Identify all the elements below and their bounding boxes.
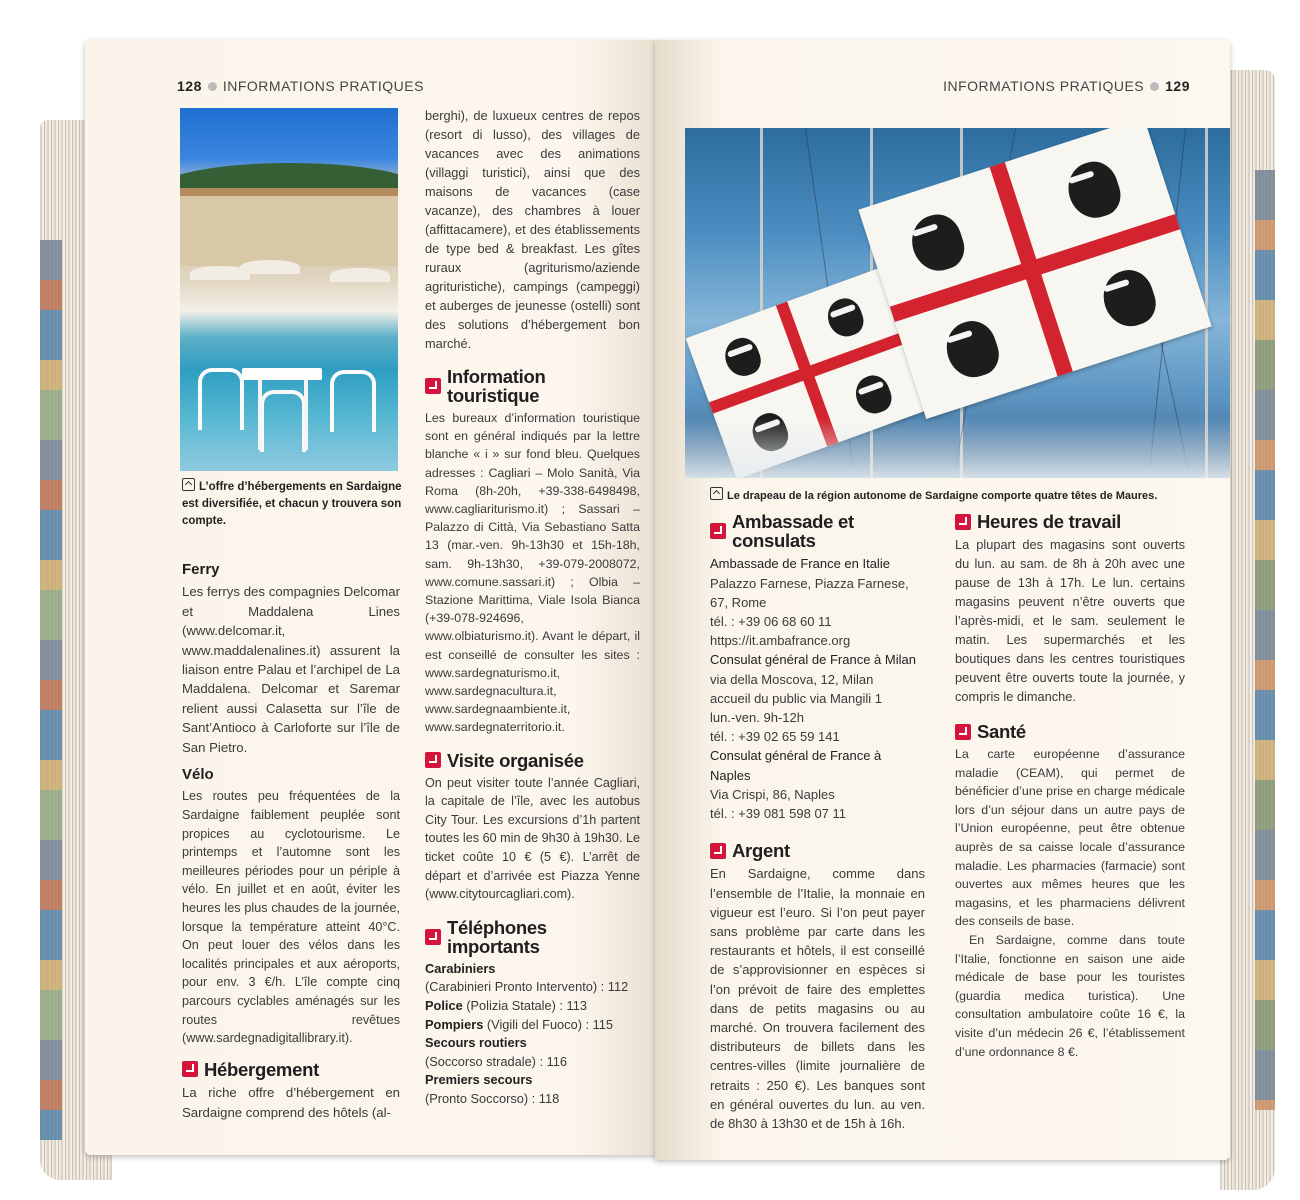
ambassade-line: tél. : +39 02 65 59 141 — [710, 729, 840, 745]
ambassade-line: accueil du public via Mangili 1 — [710, 690, 882, 706]
arrow-up-icon — [182, 478, 195, 491]
section-title: INFORMATIONS PRATIQUES — [943, 78, 1145, 94]
ambassade-line: lun.-ven. 9h-12h — [710, 710, 804, 726]
arrow-badge-icon — [425, 929, 441, 945]
heures-heading: Heures de travail — [955, 512, 1185, 531]
phone-entry: Police (Polizia Statale) : 113 — [425, 998, 587, 1013]
left-column — [182, 560, 400, 1122]
phone-list — [425, 960, 640, 1109]
arrow-badge-icon — [710, 843, 726, 859]
sante-text-1: La carte européenne d’assurance maladie (CEAM), qui permet de bénéficier d’une prise en charge médicale lors d’un séjour dans un autre pays de l’Union européenne, peut être obtenue auprès de sa caisse locale d’assurance maladie. Les pharmacies (farmacie) sont ouvertes aux mêmes heures que les magasins, et les pharmaciens délivrent des conseils de base. — [955, 747, 1185, 929]
left-page-header — [177, 78, 424, 94]
ambassade-heading: Ambassade et consulats — [710, 512, 925, 550]
information-heading: Information touristique — [425, 367, 640, 405]
arrow-badge-icon — [182, 1061, 198, 1077]
arrow-up-icon — [710, 487, 723, 500]
velo-text: Les routes peu fréquentées de la Sardaigne faiblement peuplée sont propices au cyclotourisme. Le printemps et l’automne sont les meilleures périodes pour un périple à vélo. En juillet et en août, éviter les heures les plus chaudes de la journée, lorsque la température atteint 40°C. On peut louer des vélos dans les localités principales et aux aéroports, pour env. 3 €/h. L’île compte cinq parcours cyclables aménagés sur les routes revêtues (www.sardegnadigitallibrary.it). — [182, 789, 400, 1046]
ambassade-line: Palazzo Farnese, Piazza Farnese, 67, Rome — [710, 575, 909, 610]
ambassade-line: Via Crispi, 86, Naples — [710, 786, 835, 802]
ambassade-line: via della Moscova, 12, Milan — [710, 671, 874, 687]
information-text: Les bureaux d’information touristique sont en général indiqués par la lettre blanche « i » sur fond bleu. Quelques adresses : Cagliari – Molo Sanità, Via Roma (8h-20h, +39-338-6498498, www.cagliariturismo.it) ; Sassari – Palazzo di Città, Via Sebastiano Satta 13 (mar.-ven. 9h-13h30 et 15h-18h, sam. 9h-13h30, +39-079-2008072, www.comune.sassari.it) ; Olbia – Stazione Marittima, Viale Isola Bianca (+39-078-924696, www.olbiaturismo.it). Avant le départ, il est conseillé de consulter les sites : www.sardegnaturismo.it, www.sardegnacultura.it, www.sardegnaambiente.it, www.sardegnaterritorio.it. — [425, 411, 640, 735]
bullet-dot-icon — [1150, 82, 1159, 91]
photo-caption: L’offre d’hébergements en Sardaigne est diversifiée, et chacun y trouvera son compte. — [182, 478, 404, 530]
ambassade-line: Consulat général de France à Milan — [710, 652, 916, 668]
arrow-badge-icon — [955, 724, 971, 740]
photo-caption: Le drapeau de la région autonome de Sardaigne comporte quatre têtes de Maures. — [710, 487, 1230, 505]
open-guidebook — [30, 40, 1275, 1165]
arrow-badge-icon — [425, 752, 441, 768]
page-number: 128 — [177, 78, 202, 94]
ambassade-line: Ambassade de France en Italie — [710, 556, 890, 572]
velo-heading: Vélo — [182, 766, 214, 784]
bullet-dot-icon — [208, 82, 217, 91]
argent-text: En Sardaigne, comme dans l’ensemble de l’Italie, la monnaie en vigueur est l’euro. Si l’on peut payer sans problème par carte dans les restaurants et hôtels, il est conseillé de s’approvisionner en espèces si l’on prévoit de faire des emplettes dans de petits magasins ou au marché. On trouvera facilement des distributeurs de billets dans les centres-villes (limite journalière de retraits : 250 €). Les banques sont en général ouvertes du lun. au ven. de 8h30 à 13h30 et de 15h à 16h. — [710, 866, 925, 1132]
ambassade-line: tél. : +39 06 68 60 11 — [710, 614, 832, 630]
right-column — [425, 106, 640, 1109]
hebergement-heading: Hébergement — [182, 1060, 400, 1079]
visite-text: On peut visiter toute l’année Cagliari, la capitale de l’île, avec les autobus City Tour. Les excursions d’1h partent toutes les 60 min de 9h30 à 19h30. Le ticket coûte 10 € (5 €). L’arrêt de départ et d’arrivée est Piazza Yenne (www.citytourcagliari.com). — [425, 775, 640, 902]
hotel-pool-photo — [180, 108, 398, 471]
argent-heading: Argent — [710, 841, 925, 860]
right-page-left-column — [710, 512, 925, 1133]
heures-text: La plupart des magasins sont ouverts du lun. au sam. de 8h à 20h avec une pause de 13h à 17h. Le lun. certains magasins peuvent n’être ouverts que l’après-midi, et le sam. seulement le matin. Les supermarchés et les boutiques dans les centres touristiques peuvent être ouverts toute la journée, y compris le dimanche. — [955, 537, 1185, 704]
right-page-right-column — [955, 512, 1185, 1061]
arrow-badge-icon — [955, 514, 971, 530]
page-number: 129 — [1165, 78, 1190, 94]
sante-text-2: En Sardaigne, comme dans toute l’Italie, fonctionne en saison une aide médicale de base pour les touristes (guardia medica turistica). Une consultation ambulatoire coûte 16 €, la visite d’un médecin 26 €, l’établissement d’une ordonnance 8 €. — [955, 932, 1185, 1059]
sardinian-flags-photo — [685, 128, 1230, 478]
ambassade-line: Consulat général de France à Naples — [710, 748, 882, 783]
hebergement-text-cont: berghi), de luxueux centres de repos (resort di lusso), des villages de vacances avec des animations (villaggi turistici), ainsi que des maisons de vacances (case vacanze), des chambres à louer (affittacamere), et des établissements de type bed & breakfast. Les gîtes ruraux (agriturismo/aziende agrituristiche), campings (campeggi) et auberges de jeunesse (ostelli) sont des solutions d’hébergement bon marché. — [425, 108, 640, 351]
telephones-heading: Téléphones importants — [425, 918, 640, 956]
phone-entry: Secours routiers (Soccorso stradale) : 116 — [425, 1035, 568, 1069]
ferry-heading: Ferry — [182, 561, 220, 578]
section-title: INFORMATIONS PRATIQUES — [222, 78, 424, 94]
right-page-header — [943, 78, 1190, 94]
phone-entry: Carabiniers (Carabinieri Pronto Intervento) : 112 — [425, 960, 629, 995]
ambassade-line: tél. : +39 081 598 07 11 — [710, 806, 847, 822]
phone-entry: Premiers secours (Pronto Soccorso) : 118 — [425, 1072, 560, 1106]
sante-heading: Santé — [955, 722, 1185, 741]
visite-heading: Visite organisée — [425, 751, 640, 770]
left-page — [85, 40, 660, 1155]
right-page — [655, 40, 1230, 1160]
hebergement-text-start: La riche offre d’hébergement en Sardaigne comprend des hôtels (al- — [182, 1085, 400, 1120]
arrow-badge-icon — [425, 378, 441, 394]
ambassade-line: https://it.ambafrance.org — [710, 633, 851, 649]
arrow-badge-icon — [710, 523, 726, 539]
ferry-text: Les ferrys des compagnies Delcomar et Maddalena Lines (www.delcomar.it, www.maddalenalines.it) assurent la liaison entre Palau et l’archipel de La Maddalena. Delcomar et Saremar relient aussi Calasetta sur l’île de Sant’Antioco à Carloforte sur l’île de San Pietro. — [182, 584, 400, 755]
ambassade-list — [710, 554, 925, 823]
phone-entry: Pompiers (Vigili del Fuoco) : 115 — [425, 1016, 614, 1032]
